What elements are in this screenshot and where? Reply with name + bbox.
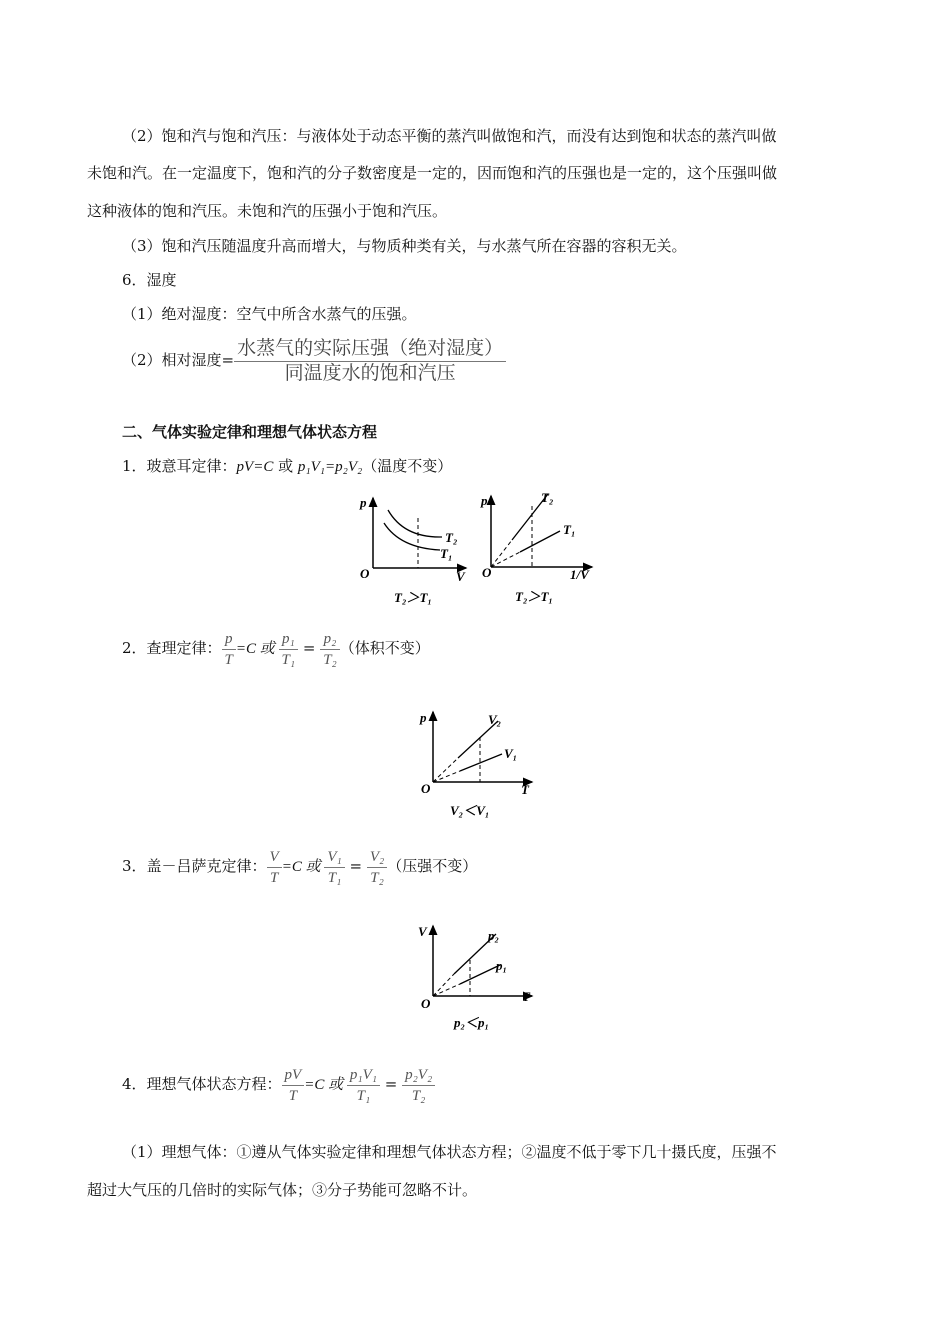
charles-prefix: 2．查理定律： — [122, 639, 222, 657]
numerator: V₂ — [367, 847, 387, 868]
chart-caption: T₂＞T₁ — [515, 589, 553, 604]
x-axis-label: T — [521, 782, 529, 797]
paragraph-vapor-pressure: （3）饱和汽压随温度升高而增大，与物质种类有关，与水蒸气所在容器的容积无关。 — [122, 237, 687, 255]
dashed-extension-t1 — [491, 552, 520, 567]
paragraph-saturated-vapor-line3: 这种液体的饱和汽压。未饱和汽的压强小于饱和汽压。 — [87, 202, 448, 220]
y-axis-label: p — [481, 493, 488, 508]
boyle-prefix: 1．玻意耳定律： — [122, 457, 237, 475]
numerator: V₁ — [324, 847, 344, 868]
equals-sign: = — [298, 639, 321, 657]
numerator: p₁V₁ — [347, 1065, 380, 1086]
fraction-p-over-t — [222, 629, 236, 670]
paragraph-saturated-vapor-line2: 未饱和汽。在一定温度下，饱和汽的分子数密度是一定的，因而饱和汽的压强也是一定的，这个压强叫做 — [87, 164, 778, 182]
gay-lussac-law-line — [122, 844, 477, 889]
curve-label-t1: T₁ — [440, 546, 453, 561]
denominator: T₁ — [281, 651, 296, 668]
equals-c-or: =C 或 — [281, 859, 325, 875]
equals-c-or: =C 或 — [235, 641, 279, 657]
chart-caption: T₂＞T₁ — [394, 590, 432, 605]
isotherm-t2 — [388, 510, 442, 537]
fraction-p2-over-t2 — [320, 629, 340, 670]
numerator: p₂V₂ — [402, 1065, 435, 1086]
relative-humidity — [122, 336, 506, 386]
fraction-p2v2-over-t2 — [402, 1065, 435, 1106]
line-label-p1: p₁ — [496, 958, 508, 973]
ideal-gas-definition-line1: （1）理想气体：①遵从气体实验定律和理想气体状态方程；②温度不低于零下几十摄氏度，压强不 — [122, 1143, 777, 1161]
boyle-p-inv-v-chart — [480, 488, 605, 608]
fraction-pv-over-t — [282, 1065, 305, 1106]
numerator: p₂ — [320, 629, 340, 650]
numerator: p — [222, 629, 236, 650]
dashed-extension-v1 — [433, 771, 460, 782]
denominator: T₁ — [356, 1087, 371, 1104]
dashed-extension-t2 — [491, 540, 512, 567]
chart-caption: V₂＜V₁ — [450, 803, 490, 818]
ideal-gas-definition-line2: 超过大气压的几倍时的实际气体；③分子势能可忽略不计。 — [87, 1181, 478, 1199]
section-heading: 二、气体实验定律和理想气体状态方程 — [122, 423, 378, 441]
line-label-p2: p₂ — [488, 928, 500, 943]
equals-sign: = — [379, 1075, 403, 1093]
charles-pt-chart — [414, 704, 544, 822]
absolute-humidity: （1）绝对湿度：空气中所含水蒸气的压强。 — [122, 305, 417, 323]
denominator: T₂ — [370, 869, 384, 886]
dashed-extension-p2 — [433, 974, 454, 996]
humidity-title: 6．湿度 — [122, 271, 177, 289]
denominator: T₂ — [323, 651, 337, 668]
line-label-t1: T₁ — [563, 522, 576, 537]
y-axis-label: p — [420, 710, 427, 725]
origin-label: O — [482, 565, 492, 580]
boyle-law-line — [122, 456, 452, 477]
equals-c-or: =C 或 — [304, 1077, 347, 1093]
dashed-extension-p1 — [433, 984, 460, 996]
boyle-formula-1: pV=C — [236, 459, 274, 475]
line-label-v2: V₂ — [488, 712, 502, 727]
fraction-p1v1-over-t1 — [347, 1065, 380, 1106]
boyle-suffix: （温度不变） — [362, 457, 453, 475]
fraction-v2-over-t2 — [367, 847, 387, 888]
fraction-p1-over-t1 — [279, 629, 299, 670]
numerator: p₁ — [279, 629, 299, 650]
dashed-extension-v2 — [433, 758, 458, 782]
line-v1 — [460, 754, 502, 771]
ideal-gas-prefix: 4．理想气体状态方程： — [122, 1075, 282, 1093]
denominator: T — [224, 651, 233, 668]
gay-lussac-prefix: 3．盖－吕萨克定律： — [122, 857, 267, 875]
denominator: T₂ — [411, 1087, 426, 1104]
relative-humidity-label: （2）相对湿度= — [122, 351, 235, 369]
origin-label: O — [360, 566, 370, 581]
chart-caption: p₂＜p₁ — [454, 1015, 490, 1030]
boyle-pv-chart — [352, 490, 477, 608]
or-text: 或 — [273, 457, 298, 475]
relative-humidity-fraction — [234, 337, 506, 386]
y-axis-label: V — [418, 924, 427, 939]
fraction-v-over-t — [267, 847, 282, 888]
fraction-denominator: 同温度水的饱和汽压 — [284, 362, 456, 384]
gay-lussac-suffix: （压强不变） — [387, 857, 478, 875]
fraction-v1-over-t1 — [324, 847, 344, 888]
x-axis-label: T — [522, 989, 530, 1004]
origin-label: O — [421, 781, 431, 796]
denominator: T — [269, 869, 279, 886]
numerator: pV — [282, 1065, 305, 1086]
equals-sign: = — [344, 857, 367, 875]
x-axis-label: 1/V — [570, 567, 589, 582]
origin-label: O — [421, 996, 431, 1011]
curve-label-t2: T₂ — [445, 530, 458, 545]
charles-suffix: （体积不变） — [339, 639, 430, 657]
line-t1 — [520, 531, 560, 552]
line-p1 — [460, 965, 500, 984]
gay-lussac-vt-chart — [414, 920, 544, 1038]
charles-law-line — [122, 626, 430, 671]
numerator: V — [267, 847, 282, 868]
y-axis-label: p — [360, 495, 367, 510]
ideal-gas-law-line — [122, 1062, 435, 1107]
boyle-formula-2: p₁V₁=p₂V₂ — [297, 459, 363, 475]
denominator: T₁ — [327, 869, 342, 886]
line-label-t2: T₂ — [541, 490, 554, 505]
denominator: T — [288, 1087, 298, 1104]
fraction-numerator: 水蒸气的实际压强（绝对湿度） — [234, 337, 506, 362]
line-label-v1: V₁ — [504, 746, 518, 761]
paragraph-saturated-vapor-line1: （2）饱和汽与饱和汽压：与液体处于动态平衡的蒸汽叫做饱和汽，而没有达到饱和状态的蒸汽叫做 — [122, 127, 777, 145]
x-axis-label: V — [456, 569, 465, 584]
